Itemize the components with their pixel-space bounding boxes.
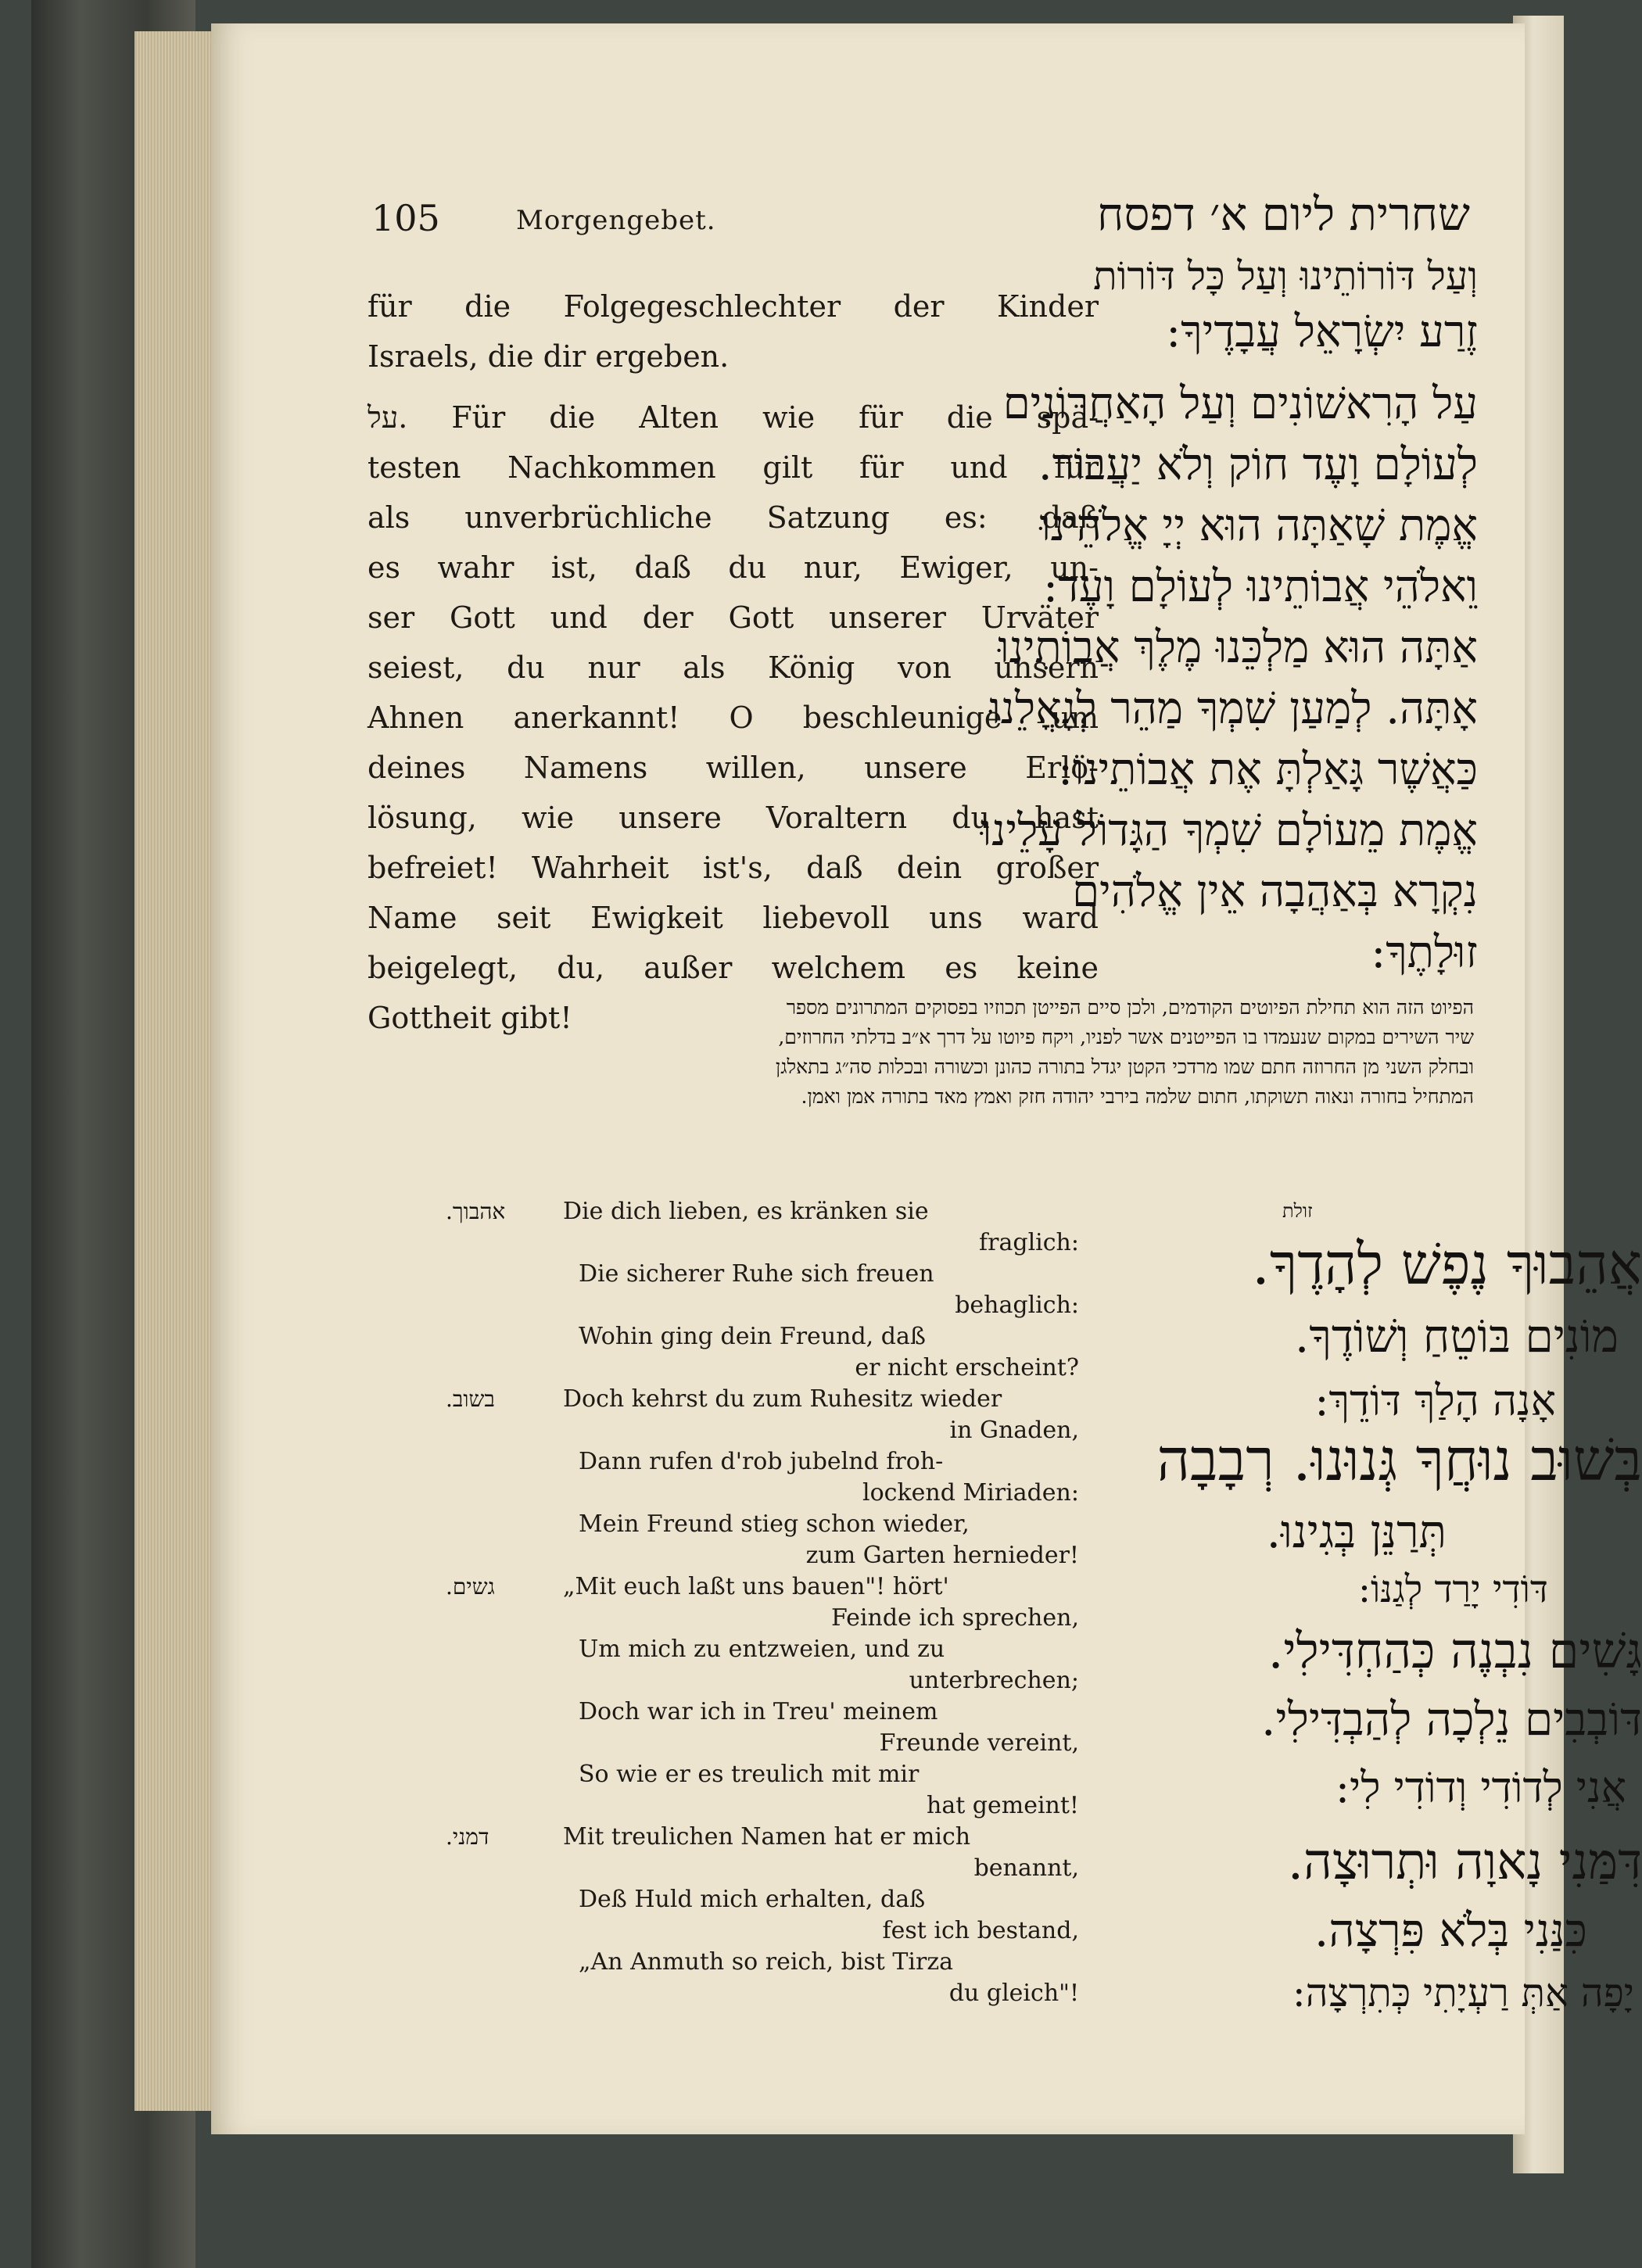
poem-line xyxy=(446,1978,1087,2009)
hebrew-line: כַּאֲשֶׁר גָּאַלְתָּ אֶת אֲבוֹתֵינוּ: xyxy=(1058,744,1478,795)
german-line: testen Nachkommen gilt für und für xyxy=(367,450,1099,485)
zulat-label: זולת xyxy=(1282,1200,1313,1222)
poem-line xyxy=(446,1853,1087,1884)
poem-line xyxy=(446,1728,1087,1759)
german-line: es wahr ist, daß du nur, Ewiger, un- xyxy=(367,550,1099,585)
poem-line xyxy=(446,1290,1087,1321)
german-line: für die Folgegeschlechter der Kinder xyxy=(367,289,1099,324)
poem-line xyxy=(446,1571,1087,1603)
hebrew-poem-line: אָנָה הָלַךְ דּוֹדֵךְ: xyxy=(1314,1376,1556,1425)
poem-text: in Gnaden, xyxy=(949,1417,1079,1444)
german-line: Israels, die dir ergeben. xyxy=(367,339,730,374)
page-edges xyxy=(134,31,220,2111)
german-line: als unverbrüchliche Satzung es: daß xyxy=(367,500,1099,535)
german-line: Ahnen anerkannt! O beschleunige um xyxy=(367,700,1099,735)
poem-text: fraglich: xyxy=(979,1229,1079,1256)
poem-text: Doch kehrst du zum Ruhesitz wieder xyxy=(563,1385,1002,1413)
poem-text: zum Garten hernieder! xyxy=(805,1542,1079,1569)
footnote-line: המתחיל בחורה ונאוה תשוקתו, חתום שלמה בירבי יהודה חזק ואמץ מאד בתורה אמן ואמן. xyxy=(801,1085,1474,1108)
poem-line xyxy=(446,1884,1087,1915)
poem-text: er nicht erscheint? xyxy=(855,1354,1079,1381)
poem-line xyxy=(446,1196,1087,1227)
hebrew-poem-line: אֲנִי לְדוֹדִי וְדוֹדִי לִי: xyxy=(1335,1763,1626,1812)
hebrew-poem-line: אֲהֵבוּךָ נֶפֶשׁ לְהָדֶךָ. xyxy=(1252,1231,1642,1297)
hebrew-poem-line: בְּשׁוּב נוּחֲךָ גְּנוּנוּ. רְבָבָה xyxy=(1156,1427,1642,1494)
poem-text: benannt, xyxy=(973,1854,1079,1882)
poem-text: fest ich bestand, xyxy=(882,1917,1079,1944)
poem-text: „Mit euch laßt uns bauen"! hört' xyxy=(563,1573,949,1600)
poem-line xyxy=(446,1478,1087,1509)
hebrew-poem-line: דּוֹבְבִים נֵלְכָה לְהַבְדִּילִי. xyxy=(1261,1693,1642,1746)
hebrew-poem-line: מוֹנִים בּוֹטֵחַ וְשׁוֹדֶךָ. xyxy=(1294,1310,1619,1363)
poem-line xyxy=(446,1697,1087,1728)
german-line: seiest, du nur als König von unsern xyxy=(367,650,1099,685)
running-head-german: Morgengebet. xyxy=(516,205,716,236)
poem-text: du gleich"! xyxy=(948,1980,1079,2007)
running-head-hebrew: שחרית ליום א׳ דפסח xyxy=(1097,188,1470,241)
german-line: על. Für die Alten wie für die spä- xyxy=(367,400,1099,435)
poem-text: lockend Miriaden: xyxy=(862,1479,1079,1507)
poem-text: behaglich: xyxy=(955,1292,1079,1319)
poem-line xyxy=(446,1790,1087,1822)
poem-text: Mit treulichen Namen hat er mich xyxy=(563,1823,971,1851)
poem-line xyxy=(446,1509,1087,1540)
footnote-line: שיר השירים במקום שנעמדו בו הפייטנים אשר לפניו, ויקח פיוטו על דרך א״ב בדלתי החרוזים, xyxy=(778,1026,1474,1048)
poem-line xyxy=(446,1384,1087,1415)
german-translation-top xyxy=(367,281,1099,1043)
poem-line xyxy=(446,1665,1087,1697)
hebrew-poem-line: תְּרַנֵּן בְּגִינוּ. xyxy=(1266,1505,1447,1558)
page-number: 105 xyxy=(371,197,440,239)
poem-text: Doch war ich in Treu' meinem xyxy=(579,1698,938,1725)
poem-text: Wohin ging dein Freund, daß xyxy=(579,1323,926,1350)
footnote-line: הפיוט הזה הוא תחילת הפיוטים הקודמים, ולכן סיים הפייטן תכוזיו בפסוקים המתרונים מספר xyxy=(786,996,1474,1019)
hebrew-footnote xyxy=(340,993,1474,1112)
german-line: Name seit Ewigkeit liebevoll uns ward xyxy=(367,901,1099,935)
poem-text: Feinde ich sprechen, xyxy=(830,1604,1079,1632)
poem-line xyxy=(446,1227,1087,1259)
poem-text: Um mich zu entzweien, und zu xyxy=(579,1636,945,1663)
hebrew-poem-line: יָפָה אַתְּ רַעְיָתִי כְּתִרְצָה: xyxy=(1292,1970,1634,2015)
hebrew-line: אֱמֶת מֵעוֹלָם שִׁמְךָ הַגָּדוֹל עָלֵינוּ xyxy=(980,805,1478,856)
hebrew-line: וְעַל דּוֹרוֹתֵינוּ וְעַל כָּל דּוֹרוֹת xyxy=(1093,253,1478,299)
german-line: ser Gott und der Gott unserer Urväter xyxy=(367,600,1099,635)
poem-text: „An Anmuth so reich, bist Tirza xyxy=(579,1948,954,1976)
poem-line xyxy=(446,1915,1087,1947)
stanza-keyword: אהבוך. xyxy=(446,1198,506,1224)
hebrew-line: נִקְרָא בְּאַהֲבָה אֵין אֱלֹהִים xyxy=(1072,866,1478,917)
poem-text: Mein Freund stieg schon wieder, xyxy=(579,1510,970,1538)
poem-text: Die sicherer Ruhe sich freuen xyxy=(579,1260,934,1288)
poem-text: So wie er es treulich mit mir xyxy=(579,1761,920,1788)
poem-text: hat gemeint! xyxy=(927,1792,1079,1819)
book-page xyxy=(211,23,1642,2134)
poem-line xyxy=(446,1759,1087,1790)
poem-line xyxy=(446,1446,1087,1478)
poem-text: Dann rufen d'rob jubelnd froh- xyxy=(579,1448,944,1475)
hebrew-line: וֵאלֹהֵי אֲבוֹתֵינוּ לְעוֹלָם וָעֶד: xyxy=(1043,561,1478,612)
poem-line xyxy=(446,1822,1087,1853)
poem-line xyxy=(446,1540,1087,1571)
poem-line xyxy=(446,1321,1087,1353)
poem-line xyxy=(446,1415,1087,1446)
hebrew-line: זוּלָתֶךָ: xyxy=(1371,927,1478,978)
stanza-keyword: דמני. xyxy=(446,1824,489,1850)
stanza-keyword: בשוב. xyxy=(446,1386,495,1412)
hebrew-poem-line: דּוֹדִי יָרַד לְגַנּוֹ: xyxy=(1357,1568,1548,1611)
poem-line xyxy=(446,1259,1087,1290)
hebrew-poem-line: כִּנַּנִי בְּלֹא פִּרְצָה. xyxy=(1314,1904,1587,1957)
hebrew-line: אַתָּה הוּא מַלְכֵּנוּ מֶלֶךְ אֲבוֹתֵינוּ xyxy=(998,622,1478,673)
poem-line xyxy=(446,1353,1087,1384)
footnote-line: ובחלק השני מן החרוזה חתם שמו מרדכי הקטן יגדל בתורה כהונן וכשורה ובכלות סה״ג בתאלגן xyxy=(775,1055,1474,1078)
german-line: lösung, wie unsere Voraltern du hast xyxy=(367,801,1099,835)
poem-text: Deß Huld mich erhalten, daß xyxy=(579,1886,926,1913)
paragraph-gap xyxy=(993,363,1478,374)
german-line: Gottheit gibt! xyxy=(367,1001,572,1035)
hebrew-poem-line: גָּשִׁים נִבְנֶה כְּהַחְדִּילִי. xyxy=(1267,1622,1642,1679)
german-line: deines Namens willen, unsere Erlö- xyxy=(367,751,1099,785)
german-poem-translation xyxy=(446,1196,1087,2009)
hebrew-line: עַל הָרִאשׁוֹנִים וְעַל הָאַחֲרוֹנִים xyxy=(1002,378,1478,429)
hebrew-poem-line: דִּמַּנִי נָאוָה וּתְרוּצָה. xyxy=(1287,1833,1642,1891)
hebrew-line: אָתָּה. לְמַעַן שִׁמְךָ מַהֵר לְגָאֳלֵנוּ xyxy=(989,683,1478,734)
german-line: beigelegt, du, außer welchem es keine xyxy=(367,951,1099,985)
poem-text: unterbrechen; xyxy=(909,1667,1079,1694)
poem-line xyxy=(446,1947,1087,1978)
hebrew-prayer-top xyxy=(980,250,1478,984)
poem-text: Die dich lieben, es kränken sie xyxy=(563,1198,929,1225)
hebrew-line: אֱמֶת שָׁאַתָּה הוּא יְיָ אֱלֹהֵינוּ xyxy=(1039,500,1478,551)
stanza-keyword: גשים. xyxy=(446,1574,495,1600)
poem-text: Freunde vereint, xyxy=(879,1729,1079,1757)
german-line: befreiet! Wahrheit ist's, daß dein großer xyxy=(367,851,1099,885)
paragraph-gap xyxy=(367,382,1099,392)
hebrew-line: זֶרַע יִשְׂרָאֵל עֲבָדֶיךָ: xyxy=(1166,306,1478,357)
hebrew-line: לְעוֹלָם וָעֶד חוֹק וְלֹא יַעֲבוֹר. xyxy=(1038,439,1478,490)
poem-line xyxy=(446,1603,1087,1634)
poem-line xyxy=(446,1634,1087,1665)
